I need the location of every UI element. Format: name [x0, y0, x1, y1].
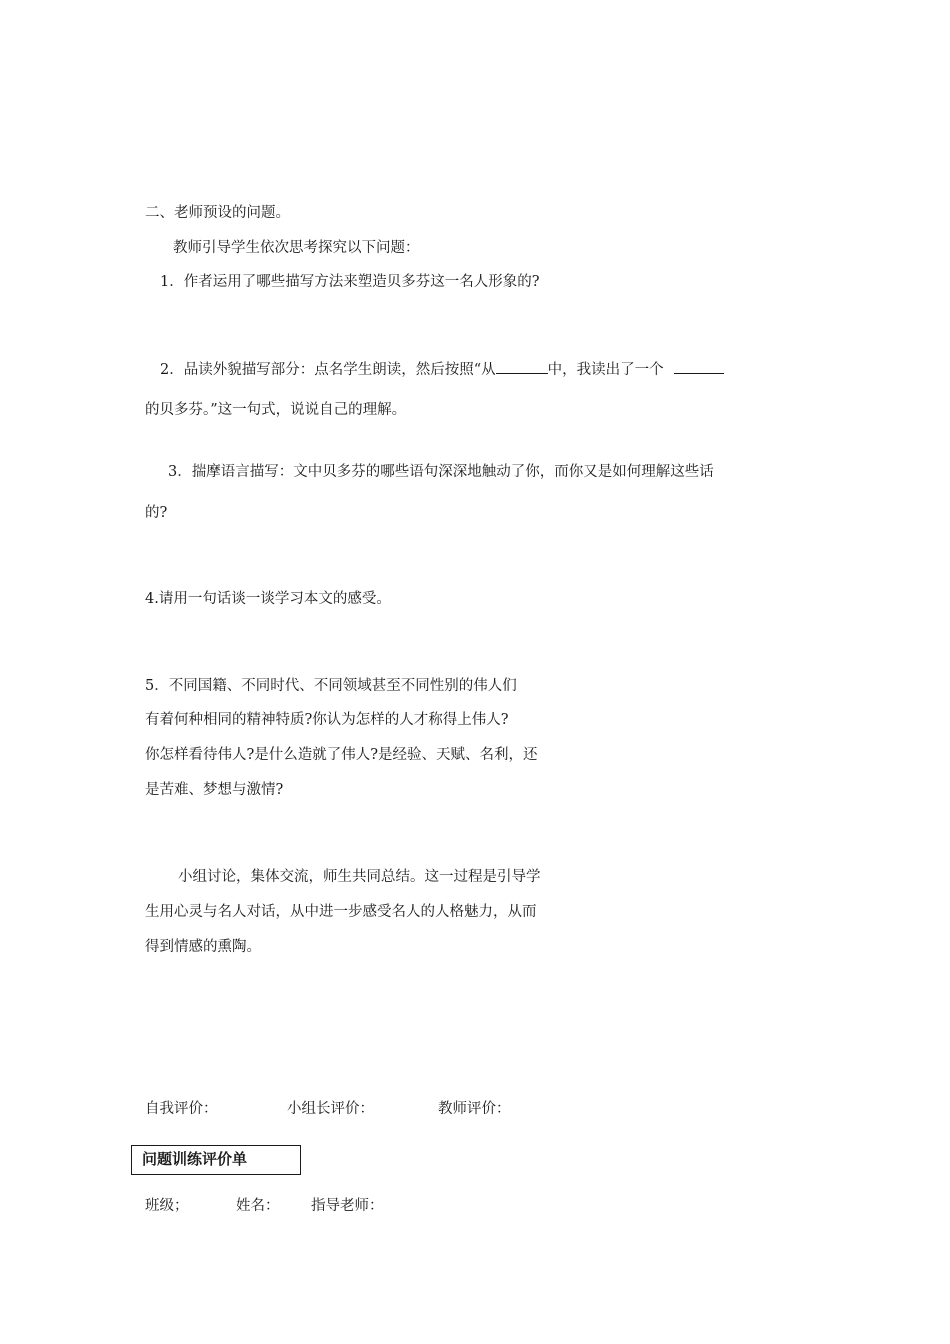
advisor-label: 指导老师： [311, 1198, 384, 1214]
group-leader-evaluation-label: 小组长评价： [287, 1101, 374, 1117]
summary-line-2: 生用心灵与名人对话，从中进一步感受名人的人格魅力，从而 [145, 904, 537, 920]
question-3-line-2: 的? [145, 505, 168, 521]
name-label: 姓名： [236, 1198, 280, 1214]
summary-line-3: 得到情感的熏陶。 [145, 939, 261, 955]
question-2-text-a: 2．品读外貌描写部分：点名学生朗读，然后按照“从 [160, 362, 496, 378]
question-2-line-2: 的贝多芬。”这一句式，说说自己的理解。 [145, 402, 407, 418]
summary-line-1: 小组讨论，集体交流，师生共同总结。这一过程是引导学 [178, 869, 541, 885]
question-5-line-2: 有着何种相同的精神特质?你认为怎样的人才称得上伟人? [145, 712, 509, 728]
section-heading: 二、老师预设的问题。 [145, 205, 290, 221]
fill-blank-2 [674, 359, 724, 374]
question-2-line-1 [160, 359, 724, 380]
self-evaluation-label: 自我评价： [145, 1101, 218, 1117]
question-3-line-1: 3．揣摩语言描写：文中贝多芬的哪些语句深深地触动了你，而你又是如何理解这些话 [168, 464, 714, 480]
form-title: 问题训练评价单 [131, 1145, 301, 1175]
question-5-line-1: 5．不同国籍、不同时代、不同领域甚至不同性别的伟人们 [145, 678, 517, 694]
question-2-text-b: 中，我读出了一个 [547, 362, 664, 378]
section-intro: 教师引导学生依次思考探究以下问题： [173, 240, 420, 256]
question-1: 1．作者运用了哪些描写方法来塑造贝多芬这一名人形象的? [160, 274, 540, 290]
question-5-line-4: 是苦难、梦想与激情? [145, 782, 284, 798]
question-4: 4.请用一句话谈一谈学习本文的感受。 [145, 591, 391, 607]
question-5-line-3: 你怎样看待伟人?是什么造就了伟人?是经验、天赋、名利，还 [145, 747, 538, 763]
teacher-evaluation-label: 教师评价： [438, 1101, 511, 1117]
class-label: 班级； [145, 1198, 189, 1214]
fill-blank-1 [496, 359, 548, 374]
